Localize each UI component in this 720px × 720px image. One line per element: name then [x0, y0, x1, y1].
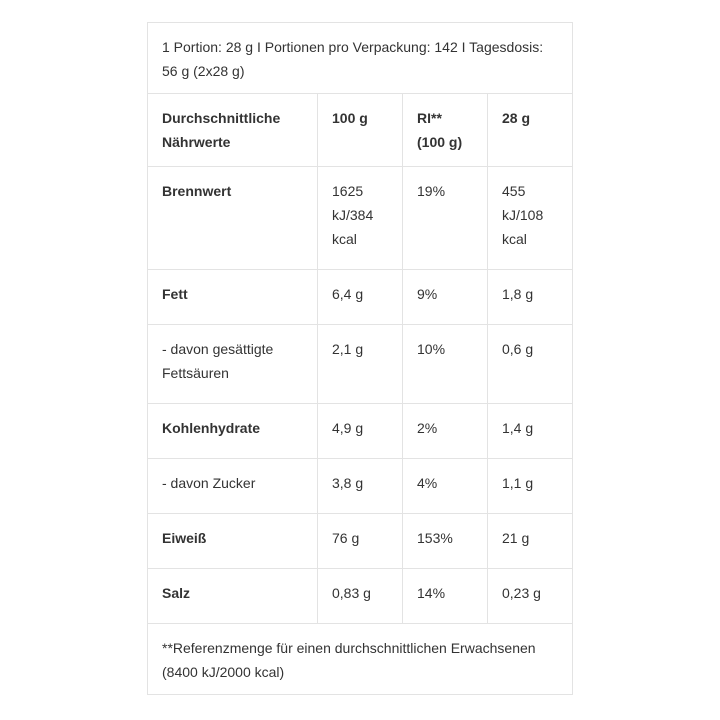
value-ri: 2%	[403, 404, 488, 459]
column-header-per-portion: 28 g	[488, 94, 573, 167]
portion-info: 1 Portion: 28 g I Portionen pro Verpackung: 142 I Tagesdosis: 56 g (2x28 g)	[148, 23, 573, 94]
value-per-100g: 6,4 g	[318, 270, 403, 325]
value-ri: 9%	[403, 270, 488, 325]
value-per-portion: 0,6 g	[488, 325, 573, 404]
nutrition-table	[147, 22, 573, 695]
value-per-100g: 3,8 g	[318, 459, 403, 514]
nutrient-label: - davon Zucker	[148, 459, 318, 514]
value-ri: 10%	[403, 325, 488, 404]
nutrient-label: Eiweiß	[148, 514, 318, 569]
value-per-100g: 4,9 g	[318, 404, 403, 459]
table-row-brennwert	[148, 167, 573, 270]
nutrient-label: Fett	[148, 270, 318, 325]
column-header-label: Durchschnittliche Nährwerte	[148, 94, 318, 167]
table-row-salz	[148, 569, 573, 624]
value-per-100g: 0,83 g	[318, 569, 403, 624]
table-row-zucker	[148, 459, 573, 514]
column-header-ri: RI** (100 g)	[403, 94, 488, 167]
value-per-portion: 1,8 g	[488, 270, 573, 325]
table-row-fett	[148, 270, 573, 325]
value-per-portion: 1,1 g	[488, 459, 573, 514]
value-ri: 14%	[403, 569, 488, 624]
nutrient-label: Salz	[148, 569, 318, 624]
value-per-portion: 1,4 g	[488, 404, 573, 459]
portion-info-row	[148, 23, 573, 94]
value-ri: 4%	[403, 459, 488, 514]
footnote-row	[148, 624, 573, 695]
value-per-portion: 455 kJ/108 kcal	[488, 167, 573, 270]
nutrient-label: Kohlenhydrate	[148, 404, 318, 459]
value-ri: 153%	[403, 514, 488, 569]
nutrient-label: - davon gesättigte Fettsäuren	[148, 325, 318, 404]
table-row-eiweiss	[148, 514, 573, 569]
value-per-portion: 0,23 g	[488, 569, 573, 624]
value-per-portion: 21 g	[488, 514, 573, 569]
table-row-kohlenhydrate	[148, 404, 573, 459]
value-per-100g: 2,1 g	[318, 325, 403, 404]
value-per-100g: 1625 kJ/384 kcal	[318, 167, 403, 270]
value-per-100g: 76 g	[318, 514, 403, 569]
nutrient-label: Brennwert	[148, 167, 318, 270]
column-header-row	[148, 94, 573, 167]
column-header-per-100g: 100 g	[318, 94, 403, 167]
table-row-gesaettigte-fettsaeuren	[148, 325, 573, 404]
footnote: **Referenzmenge für einen durchschnittlichen Erwachsenen (8400 kJ/2000 kcal)	[148, 624, 573, 695]
value-ri: 19%	[403, 167, 488, 270]
